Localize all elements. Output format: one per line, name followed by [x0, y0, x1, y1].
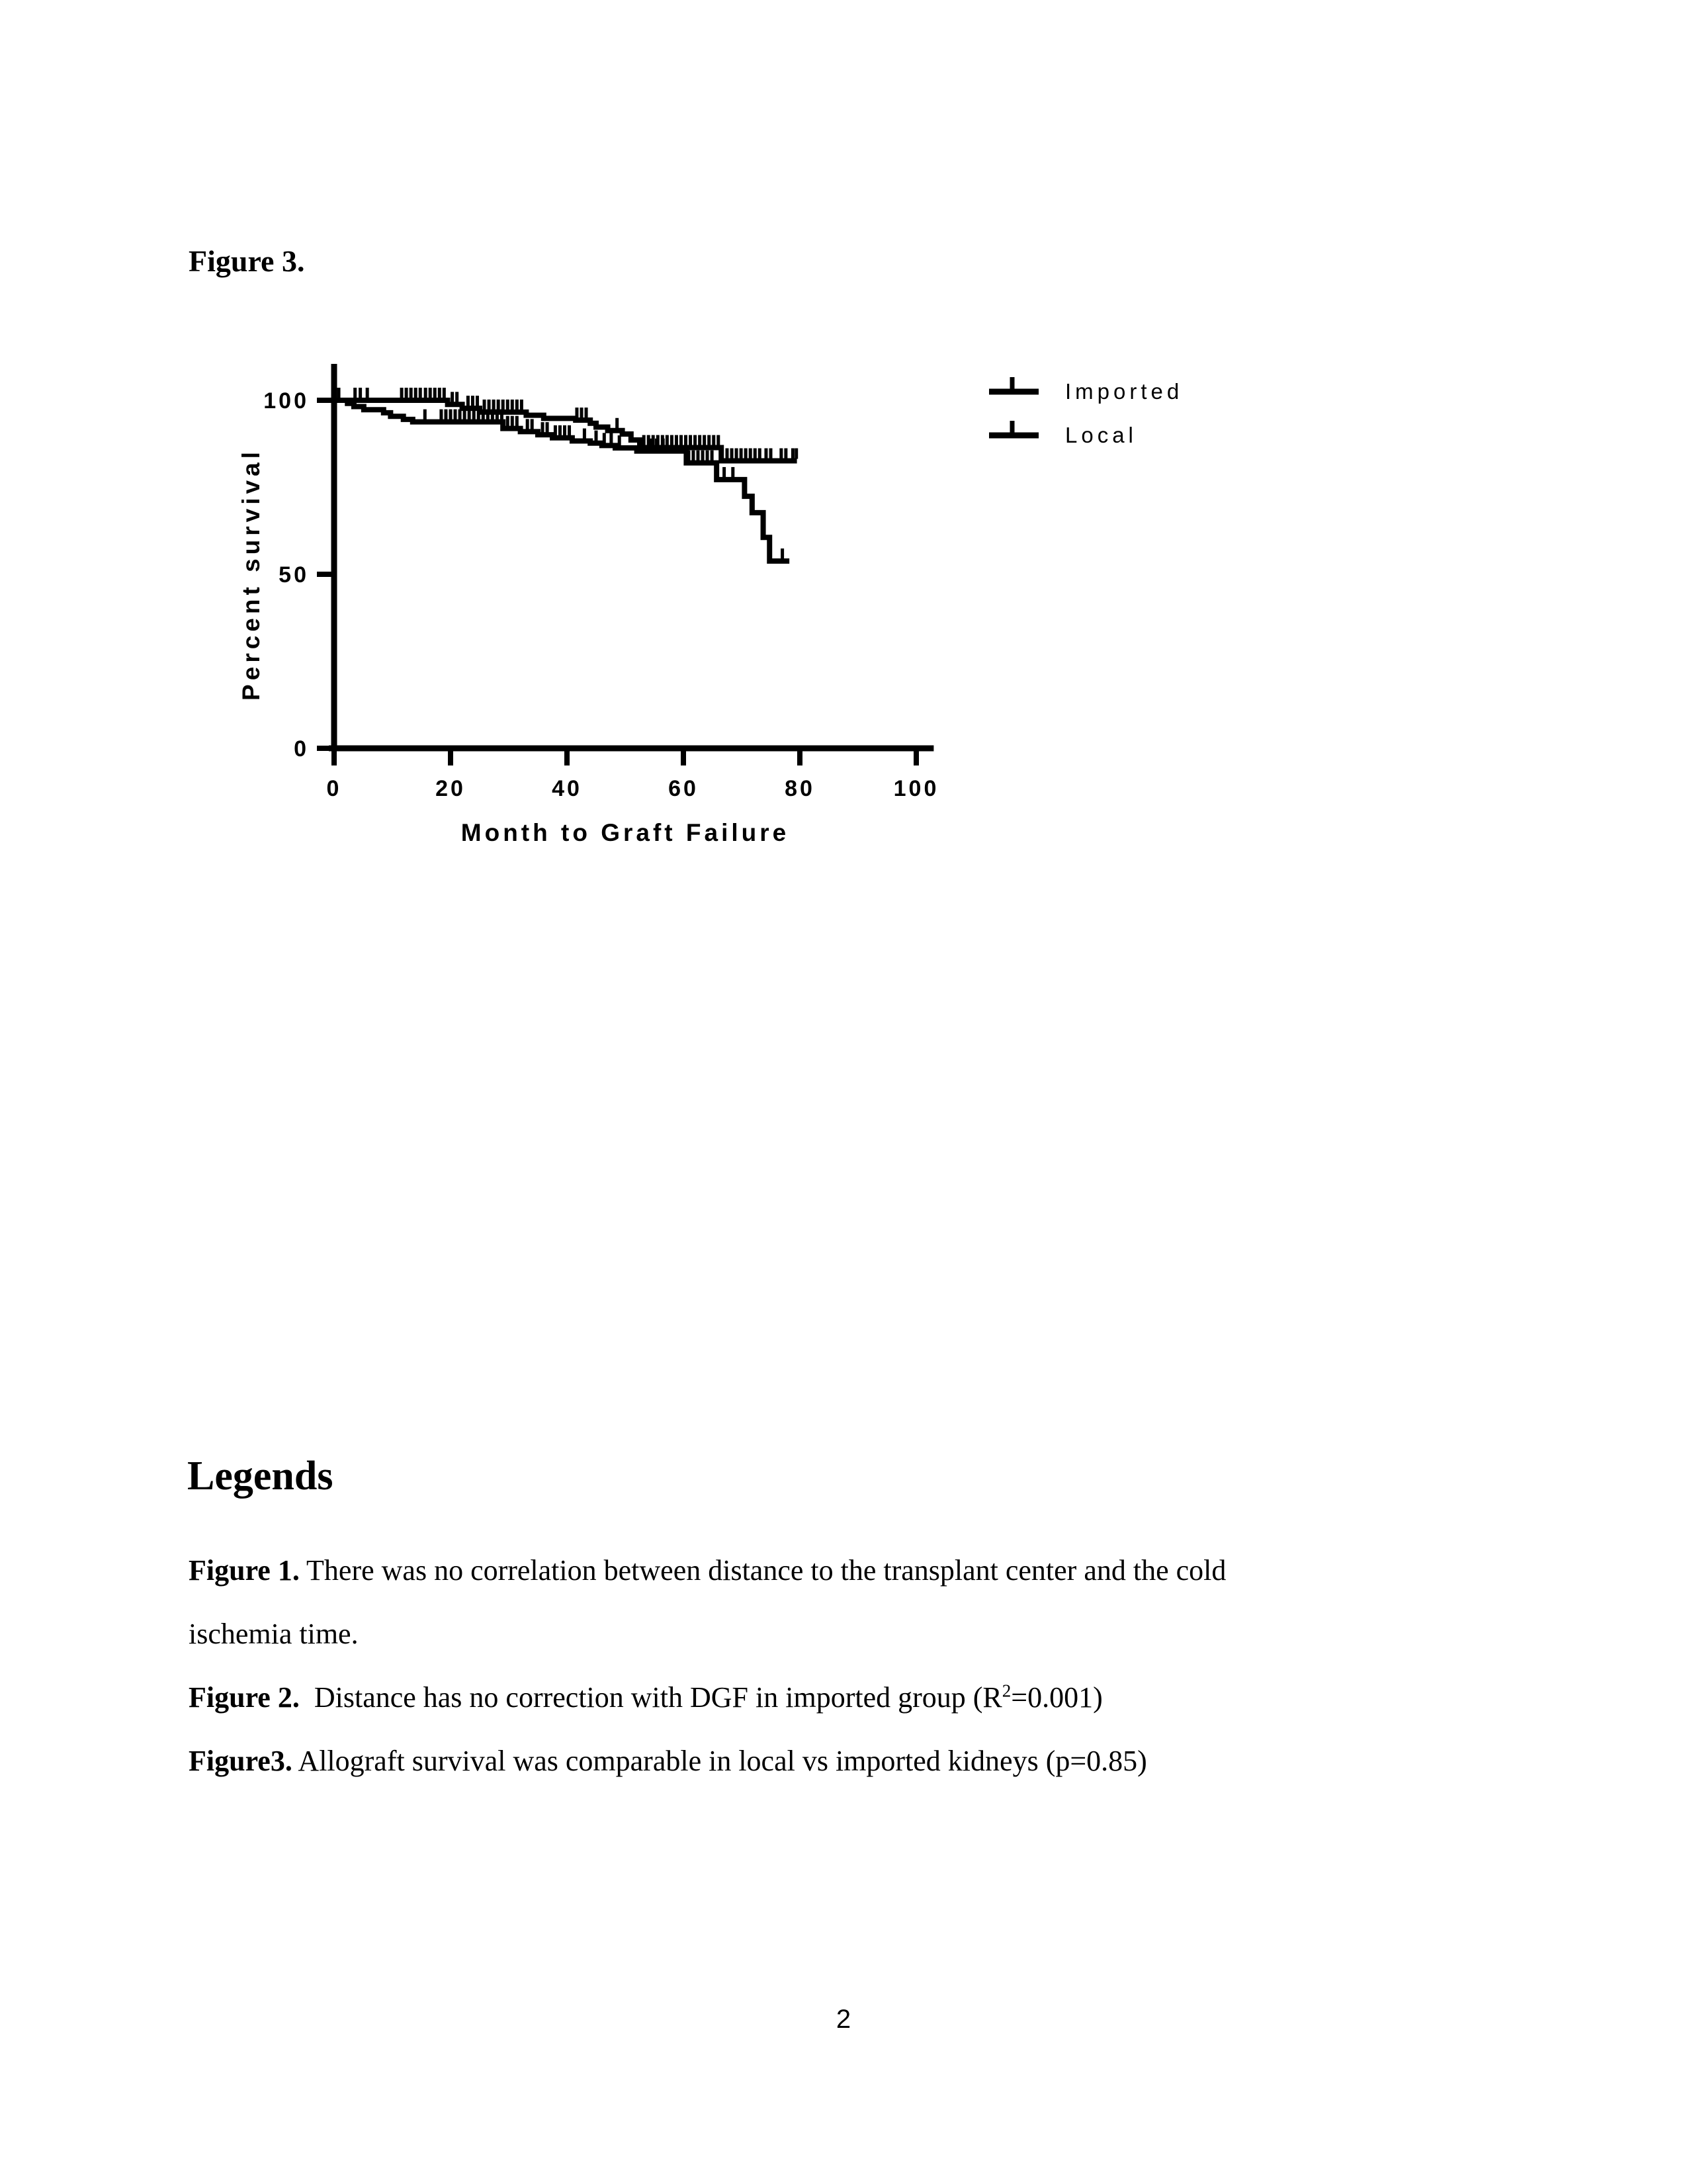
x-axis-title: Month to Graft Failure: [460, 819, 790, 846]
figure3-label: Figure3.: [189, 1745, 292, 1777]
figure1-text2: ischemia time.: [189, 1618, 359, 1650]
y-axis-title: Percent survival: [238, 448, 265, 701]
x-tick-label: 100: [893, 776, 939, 801]
figure3-text: Allograft survival was comparable in local vs imported kidneys (p=0.85): [292, 1745, 1147, 1777]
figure2-label: Figure 2.: [189, 1681, 300, 1714]
y-tick-label: 100: [263, 388, 309, 414]
legend-line-figure1-cont: [189, 1602, 1393, 1666]
survival-curve-local: [334, 400, 789, 561]
legend-line-figure2: [189, 1666, 1393, 1729]
km-chart-svg: [218, 318, 1191, 853]
x-tick-label: 20: [435, 776, 466, 801]
x-tick-label: 0: [326, 776, 342, 801]
legend-label-imported: Imported: [1065, 379, 1184, 404]
page-number: 2: [836, 2005, 851, 2034]
legend-line-figure1: [189, 1539, 1393, 1602]
figure2-text-before: Distance has no correction with DGF in imported group (R: [299, 1681, 1002, 1714]
figure-caption-label: Figure 3.: [189, 244, 305, 278]
km-survival-chart: [218, 318, 1191, 853]
y-tick-label: 50: [279, 562, 309, 588]
legends-heading: Legends: [187, 1454, 333, 1499]
figure1-text: There was no correlation between distance to the transplant center and the cold: [299, 1554, 1227, 1587]
x-tick-label: 80: [785, 776, 815, 801]
figure2-superscript: 2: [1002, 1681, 1012, 1701]
legend-line-figure3: [189, 1729, 1393, 1793]
figure1-label: Figure 1.: [189, 1554, 300, 1587]
x-tick-label: 40: [552, 776, 582, 801]
x-tick-label: 60: [668, 776, 699, 801]
figure2-text-after: =0.001): [1011, 1681, 1103, 1714]
y-tick-label: 0: [294, 736, 309, 762]
figure-legends-text: [189, 1539, 1393, 1793]
legend-label-local: Local: [1065, 423, 1137, 447]
